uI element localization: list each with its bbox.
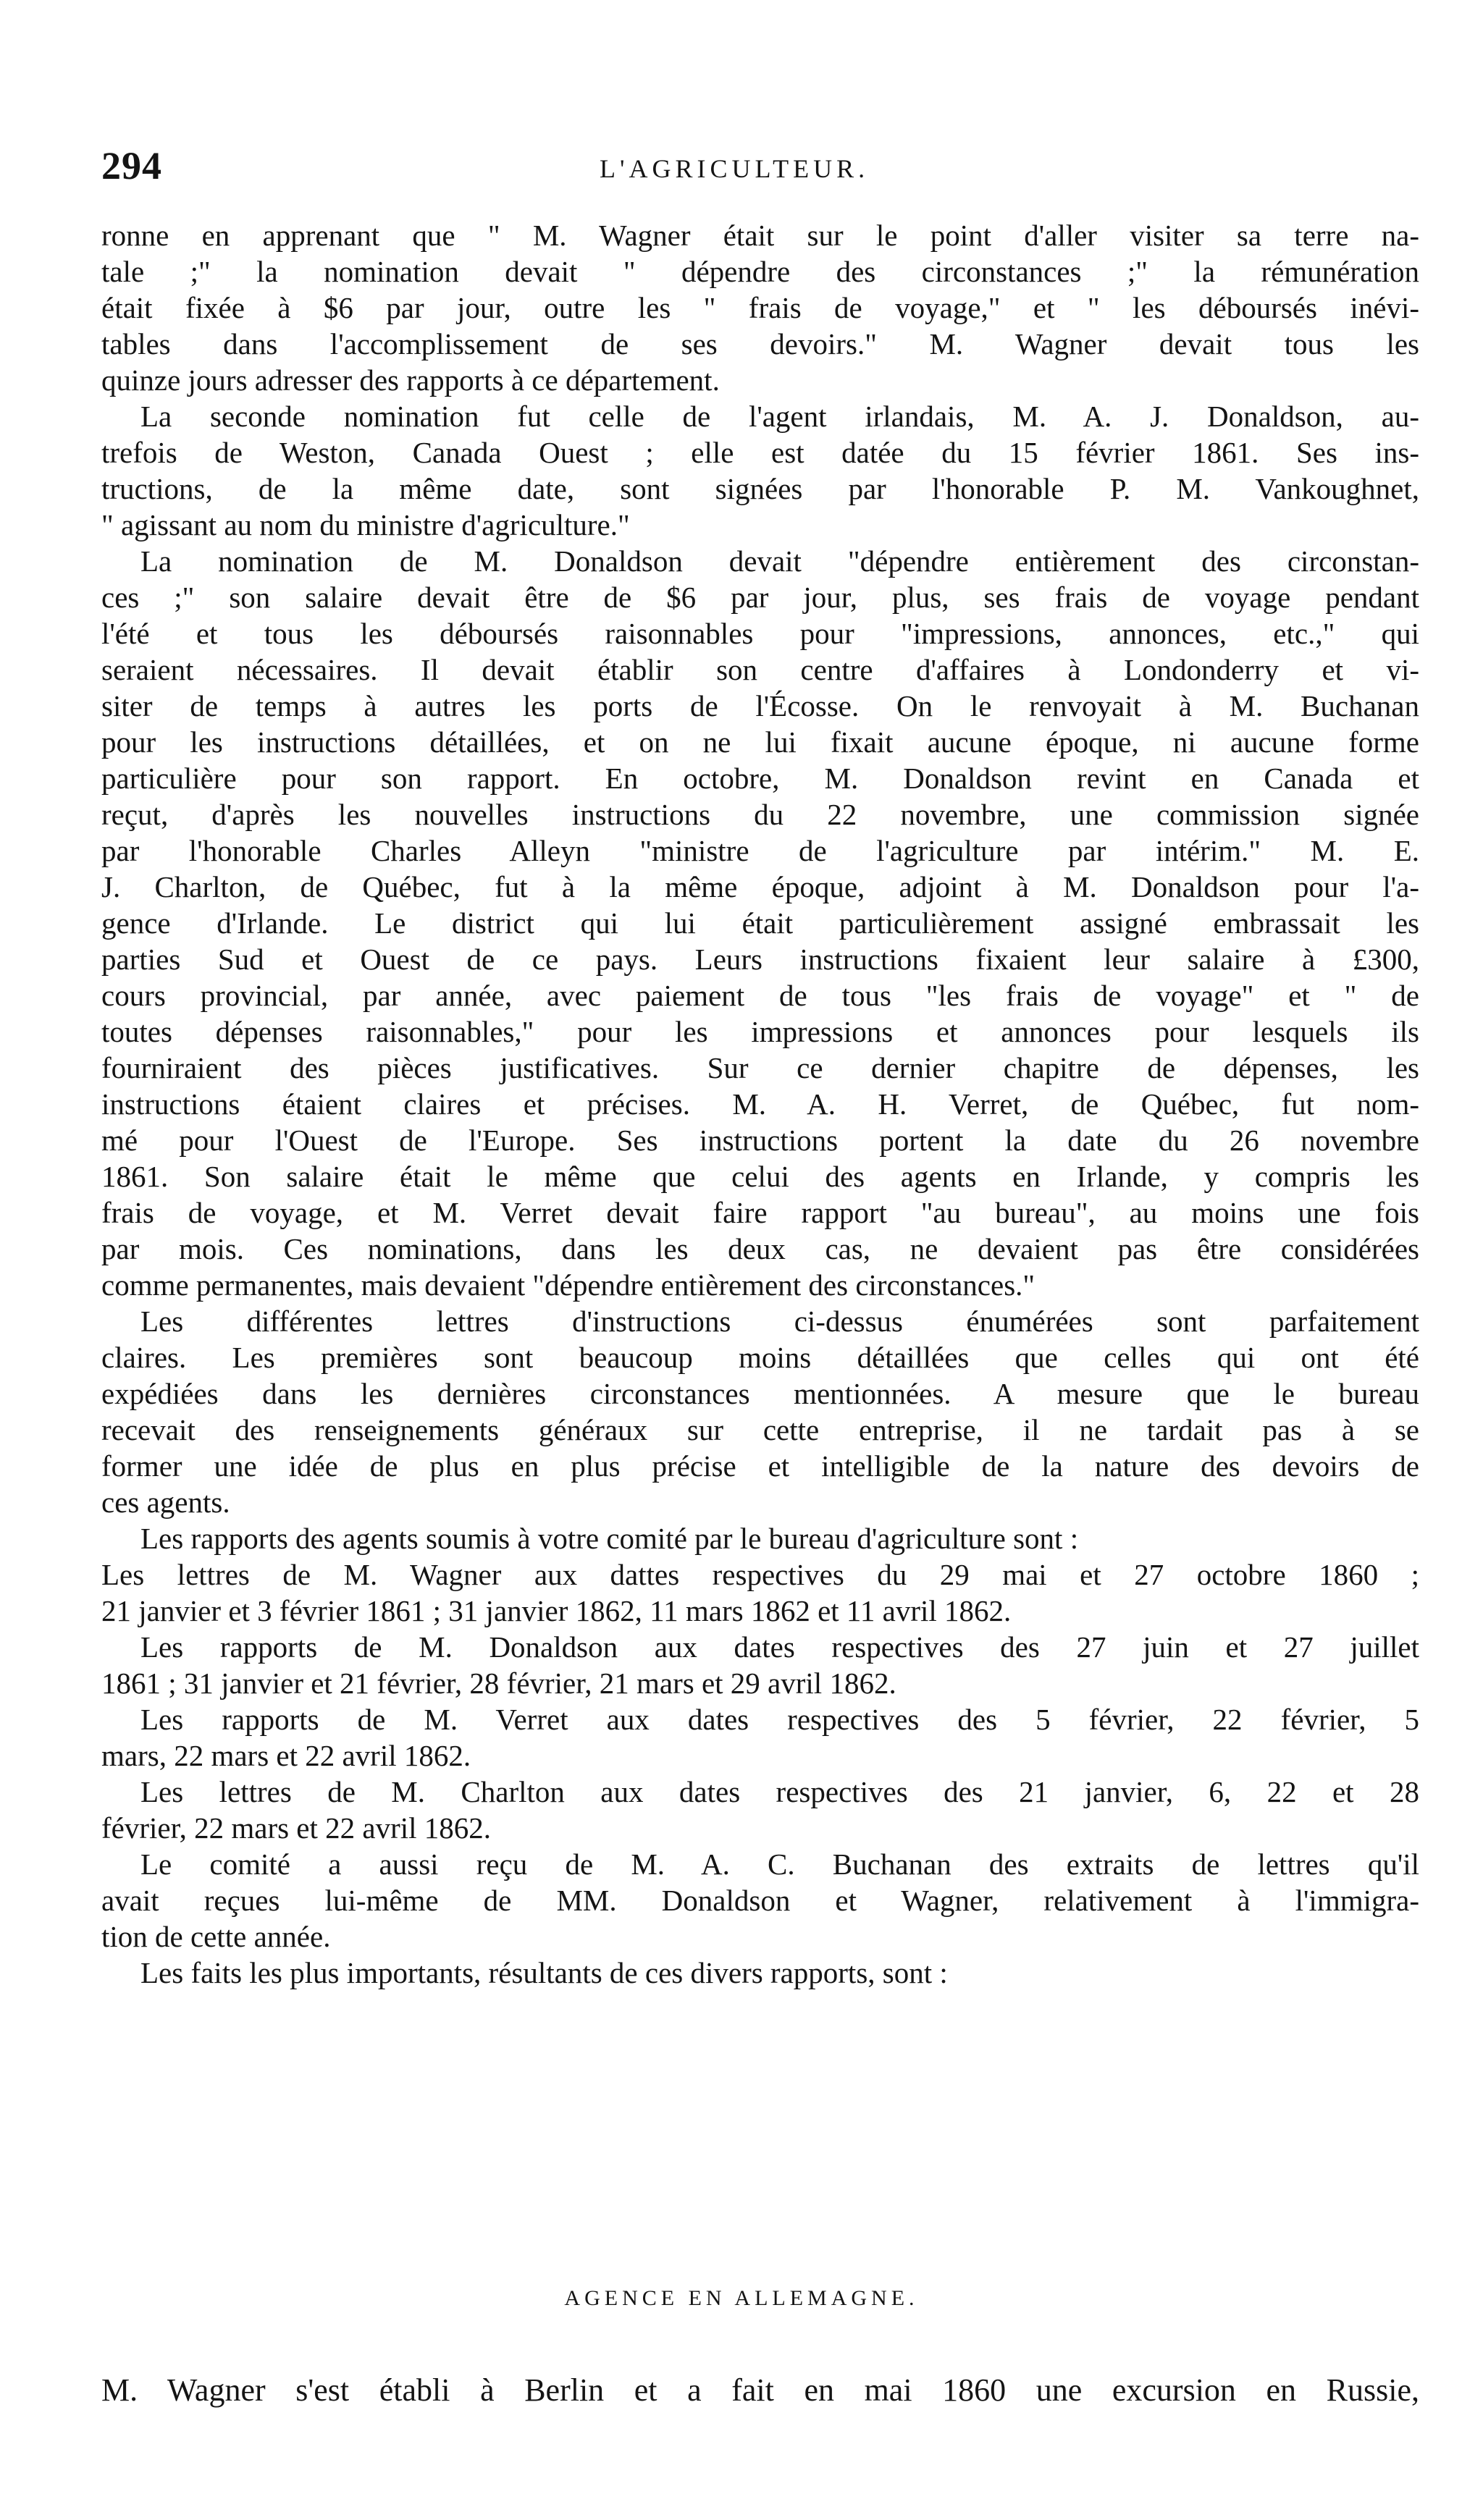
- text-line: La nomination de M. Donaldson devait "dépendre entièrement des circonstan-: [140, 544, 1419, 578]
- paragraph: [101, 543, 1419, 1303]
- text-line: quinze jours adresser des rapports à ce département.: [101, 363, 720, 397]
- text-line: Les lettres de M. Charlton aux dates respectives des 21 janvier, 6, 22 et 28: [140, 1775, 1419, 1808]
- text-line: " agissant au nom du ministre d'agriculture.": [101, 508, 630, 541]
- text-line: Les différentes lettres d'instructions ci-dessus énumérées sont parfaitement: [140, 1305, 1419, 1338]
- paragraph: [101, 1556, 1419, 1629]
- text-line: reçut, d'après les nouvelles instructions du 22 novembre, une commission signée: [101, 798, 1419, 831]
- running-head: [101, 143, 1419, 194]
- text-line: Les lettres de M. Wagner aux dattes respectives du 29 mai et 27 octobre 1860 ;: [101, 1558, 1419, 1591]
- final-line: M. Wagner s'est établi à Berlin et a fait en mai 1860 une excursion en Russie,: [101, 2372, 1419, 2408]
- text-line: février, 22 mars et 22 avril 1862.: [101, 1811, 492, 1845]
- text-line: 1861 ; 31 janvier et 21 février, 28 février, 21 mars et 29 avril 1862.: [101, 1666, 896, 1700]
- text-line: ces ;" son salaire devait être de $6 par jour, plus, ses frais de voyage pendant: [101, 581, 1419, 614]
- text-line: siter de temps à autres les ports de l'Écosse. On le renvoyait à M. Buchanan: [101, 689, 1419, 722]
- text-line: tale ;" la nomination devait " dépendre des circonstances ;" la rémunération: [101, 255, 1419, 288]
- text-line: Les faits les plus importants, résultants de ces divers rapports, sont :: [140, 1956, 948, 1989]
- text-line: J. Charlton, de Québec, fut à la même époque, adjoint à M. Donaldson pour l'a-: [101, 870, 1419, 903]
- paragraph: [101, 398, 1419, 543]
- text-line: gence d'Irlande. Le district qui lui était particulièrement assigné embrassait les: [101, 906, 1419, 940]
- text-line: recevait des renseignements généraux sur cette entreprise, il ne tardait pas à se: [101, 1413, 1419, 1446]
- text-line: ces agents.: [101, 1486, 230, 1519]
- text-line: tion de cette année.: [101, 1920, 331, 1953]
- text-line: instructions étaient claires et précises. M. A. H. Verret, de Québec, fut nom-: [101, 1087, 1419, 1121]
- text-line: Les rapports des agents soumis à votre comité par le bureau d'agriculture sont :: [140, 1522, 1079, 1555]
- text-line: l'été et tous les déboursés raisonnables pour "impressions, annonces, etc.," qui: [101, 617, 1419, 650]
- text-line: tructions, de la même date, sont signées par l'honorable P. M. Vankoughnet,: [101, 472, 1419, 505]
- text-line: ronne en apprenant que " M. Wagner était sur le point d'aller visiter sa terre na-: [101, 219, 1419, 252]
- text-line: Les rapports de M. Donaldson aux dates respectives des 27 juin et 27 juillet: [140, 1630, 1419, 1664]
- text-line: avait reçues lui-même de MM. Donaldson et Wagner, relativement à l'immigra-: [101, 1884, 1419, 1917]
- text-line: toutes dépenses raisonnables," pour les impressions et annonces pour lesquels ils: [101, 1015, 1419, 1048]
- text-line: Le comité a aussi reçu de M. A. C. Buchanan des extraits de lettres qu'il: [140, 1847, 1419, 1881]
- text-line: était fixée à $6 par jour, outre les " frais de voyage," et " les déboursés inévi-: [101, 291, 1419, 324]
- body-text: [101, 217, 1419, 1991]
- text-line: particulière pour son rapport. En octobre, M. Donaldson revint en Canada et: [101, 762, 1419, 795]
- paragraph: [101, 1955, 1419, 1991]
- text-line: tables dans l'accomplissement de ses devoirs." M. Wagner devait tous les: [101, 327, 1419, 361]
- paragraph: [101, 1303, 1419, 1520]
- text-line: trefois de Weston, Canada Ouest ; elle est datée du 15 février 1861. Ses ins-: [101, 436, 1419, 469]
- paragraph: [101, 1701, 1419, 1774]
- text-line: claires. Les premières sont beaucoup moins détaillées que celles qui ont été: [101, 1341, 1419, 1374]
- paragraph: [101, 1846, 1419, 1955]
- text-line: pour les instructions détaillées, et on ne lui fixait aucune époque, ni aucune forme: [101, 725, 1419, 759]
- text-line: frais de voyage, et M. Verret devait faire rapport "au bureau", au moins une fois: [101, 1196, 1419, 1229]
- text-line: par l'honorable Charles Alleyn "ministre de l'agriculture par intérim." M. E.: [101, 834, 1419, 867]
- text-line: Les rapports de M. Verret aux dates respectives des 5 février, 22 février, 5: [140, 1703, 1419, 1736]
- text-line: fourniraient des pièces justificatives. Sur ce dernier chapitre de dépenses, les: [101, 1051, 1419, 1084]
- text-line: mé pour l'Ouest de l'Europe. Ses instructions portent la date du 26 novembre: [101, 1124, 1419, 1157]
- text-line: former une idée de plus en plus précise et intelligible de la nature des devoirs de: [101, 1449, 1419, 1483]
- paragraph: [101, 1774, 1419, 1846]
- text-line: 21 janvier et 3 février 1861 ; 31 janvier 1862, 11 mars 1862 et 11 avril 1862.: [101, 1594, 1012, 1627]
- paragraph: [101, 217, 1419, 398]
- page-number: 294: [101, 144, 162, 187]
- running-title: L'AGRICULTEUR.: [600, 154, 870, 183]
- paragraph: [101, 1629, 1419, 1701]
- text-line: comme permanentes, mais devaient "dépendre entièrement des circonstances.": [101, 1268, 1035, 1302]
- text-line: par mois. Ces nominations, dans les deux cas, ne devaient pas être considérées: [101, 1232, 1419, 1265]
- paragraph: [101, 1520, 1419, 1556]
- text-line: seraient nécessaires. Il devait établir son centre d'affaires à Londonderry et vi-: [101, 653, 1419, 686]
- section-heading: AGENCE EN ALLEMAGNE.: [564, 2286, 919, 2310]
- text-line: parties Sud et Ouest de ce pays. Leurs instructions fixaient leur salaire à £300,: [101, 943, 1419, 976]
- text-line: expédiées dans les dernières circonstances mentionnées. A mesure que le bureau: [101, 1377, 1419, 1410]
- text-line: mars, 22 mars et 22 avril 1862.: [101, 1739, 471, 1772]
- text-line: 1861. Son salaire était le même que celui des agents en Irlande, y compris les: [101, 1160, 1419, 1193]
- text-line: cours provincial, par année, avec paiement de tous "les frais de voyage" et " de: [101, 979, 1419, 1012]
- text-line: La seconde nomination fut celle de l'agent irlandais, M. A. J. Donaldson, au-: [140, 400, 1419, 433]
